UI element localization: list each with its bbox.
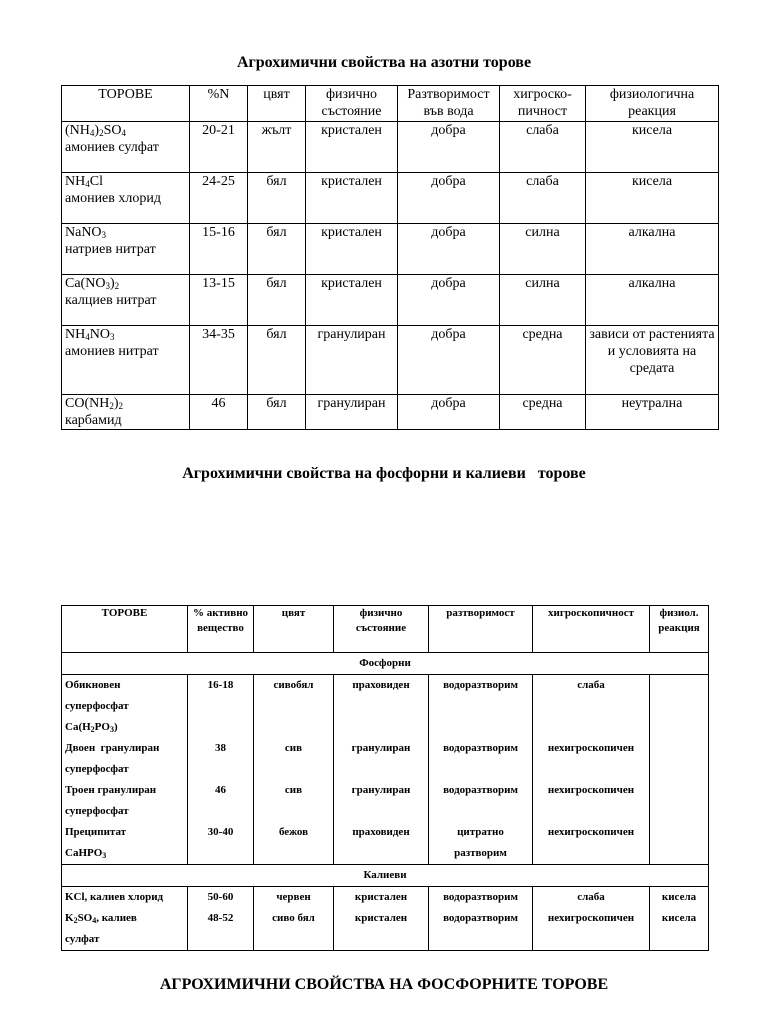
fertilizer-name: амониев сулфат [65, 140, 159, 155]
formula: $Ca(NO_3)_2$ [65, 276, 120, 291]
header-fertilizers: ТОРОВЕ [62, 86, 190, 122]
table-row [62, 224, 719, 275]
fertilizer-name: амониев нитрат [65, 344, 159, 359]
state-cell: праховиден гранулиран гранулиран праховиден [334, 675, 429, 865]
n-cell: 13-15 [190, 275, 248, 326]
section-row-potassium [62, 865, 709, 887]
section-row-phosphorus [62, 653, 709, 675]
state-cell: кристален [306, 122, 398, 173]
n-cell: 20-21 [190, 122, 248, 173]
name-line: Двоен гранулиран [65, 742, 160, 754]
hygro-cell: средна [500, 395, 586, 430]
header-solubility: Разтворимост във вода [398, 86, 500, 122]
header-n-percent: %N [190, 86, 248, 122]
color-cell: червен сиво бял [254, 887, 334, 951]
table-row [62, 122, 719, 173]
state-cell: кристален [306, 173, 398, 224]
name-line: Троен гранулиран [65, 784, 157, 796]
fertilizer-cell [62, 395, 190, 430]
color-cell: бял [248, 275, 306, 326]
nitrogen-table-title: Агрохимични свойства на азотни торове [236, 54, 532, 71]
header-hygroscopicity: хигроско-пичност [500, 86, 586, 122]
solubility-cell: добра [398, 326, 500, 395]
hygro-cell: средна [500, 326, 586, 395]
state-cell: гранулиран [306, 326, 398, 395]
reaction-cell: кисела [586, 173, 719, 224]
formula: $K_2SO_4$, калиев [65, 912, 137, 925]
active-substance-cell: 50-60 48-52 [188, 887, 254, 951]
header-color: цвят [254, 606, 334, 653]
state-cell: кристален [306, 275, 398, 326]
solubility-cell: добра [398, 224, 500, 275]
solubility-cell: добра [398, 275, 500, 326]
formula: $NH_4NO_3$ [65, 327, 115, 342]
reaction-cell: кисела [586, 122, 719, 173]
table-row [62, 173, 719, 224]
formula: CaHPO$_3$ [65, 847, 107, 860]
fertilizer-names-cell [62, 887, 188, 951]
formula: $CO(NH_2)_2$ [65, 396, 124, 411]
state-cell: кристален [306, 224, 398, 275]
fertilizer-cell [62, 326, 190, 395]
potassium-body-row [62, 887, 709, 951]
hygro-cell: силна [500, 275, 586, 326]
solubility-cell: добра [398, 173, 500, 224]
fertilizer-name: натриев нитрат [65, 242, 156, 257]
reaction-cell: алкална [586, 224, 719, 275]
n-cell: 34-35 [190, 326, 248, 395]
color-cell: жълт [248, 122, 306, 173]
solubility-cell: добра [398, 395, 500, 430]
n-cell: 46 [190, 395, 248, 430]
table-row [62, 275, 719, 326]
color-cell: бял [248, 173, 306, 224]
solubility-cell: добра [398, 122, 500, 173]
formula: $NH_4Cl$ [65, 174, 103, 189]
header-solubility: разтворимост [429, 606, 533, 653]
header-fertilizers: ТОРОВЕ [62, 606, 188, 653]
nitrogen-fertilizers-table [61, 85, 719, 430]
phosphorus-body-row [62, 675, 709, 865]
header-physical-state: физично състояние [306, 86, 398, 122]
header-active-substance: % активно вещество [188, 606, 254, 653]
hygro-cell: слаба нехигроскопичен [533, 887, 650, 951]
table-header-row [62, 86, 719, 122]
reaction-cell: неутрална [586, 395, 719, 430]
name-line: суперфосфат [65, 763, 129, 775]
fertilizer-name: амониев хлорид [65, 191, 161, 206]
fertilizer-name: карбамид [65, 413, 122, 428]
hygro-cell: слаба [500, 122, 586, 173]
name-line: суперфосфат [65, 805, 129, 817]
solubility-cell: водоразтворим водоразтворим водоразтворим цитратно разтворим [429, 675, 533, 865]
header-hygroscopicity: хигроскопичност [533, 606, 650, 653]
state-cell: гранулиран [306, 395, 398, 430]
formula: NaNO$_3$ [65, 225, 107, 240]
fertilizer-cell [62, 122, 190, 173]
hygro-cell: слаба нехигроскопичен нехигроскопичен нехигроскопичен [533, 675, 650, 865]
header-physical-state: физично състояние [334, 606, 429, 653]
state-cell: кристален кристален [334, 887, 429, 951]
color-cell: бял [248, 224, 306, 275]
name-line: Обикновен [65, 679, 121, 691]
fertilizer-cell [62, 275, 190, 326]
section-label: Калиеви [62, 865, 709, 887]
solubility-cell: водоразтворим водоразтворим [429, 887, 533, 951]
section-label: Фосфорни [62, 653, 709, 675]
reaction-cell: зависи от растенията и условията на средата [586, 326, 719, 395]
reaction-cell: алкална [586, 275, 719, 326]
table-row [62, 395, 719, 430]
reaction-cell: кисела кисела [650, 887, 709, 951]
formula: $Ca(H_2PO_3)$ [65, 721, 118, 734]
name-line: KCl, калиев хлорид [65, 891, 164, 903]
fertilizer-names-cell [62, 675, 188, 865]
header-reaction: физиол. реакция [650, 606, 709, 653]
table-header-row [62, 606, 709, 653]
reaction-cell [650, 675, 709, 865]
color-cell: бял [248, 395, 306, 430]
color-cell: бял [248, 326, 306, 395]
phosphate-fertilizers-heading: АГРОХИМИЧНИ СВОЙСТВА НА ФОСФОРНИТЕ ТОРОВЕ [159, 976, 609, 993]
hygro-cell: силна [500, 224, 586, 275]
formula: $(NH_4)_2SO_4$ [65, 123, 126, 138]
phosphorus-potassium-table [61, 605, 709, 951]
name-line: Преципитат [65, 826, 127, 838]
hygro-cell: слаба [500, 173, 586, 224]
header-color: цвят [248, 86, 306, 122]
name-line: суперфосфат [65, 700, 129, 712]
n-cell: 15-16 [190, 224, 248, 275]
table-row [62, 326, 719, 395]
name-line: сулфат [65, 933, 100, 945]
fertilizer-name: калциев нитрат [65, 293, 157, 308]
header-reaction: физиологична реакция [586, 86, 719, 122]
fertilizer-cell [62, 224, 190, 275]
phosphorus-potassium-table-title: Агрохимични свойства на фосфорни и калиеви торове [182, 465, 586, 482]
color-cell: сивобял сив сив бежов [254, 675, 334, 865]
fertilizer-cell [62, 173, 190, 224]
n-cell: 24-25 [190, 173, 248, 224]
active-substance-cell: 16-18 38 46 30-40 [188, 675, 254, 865]
